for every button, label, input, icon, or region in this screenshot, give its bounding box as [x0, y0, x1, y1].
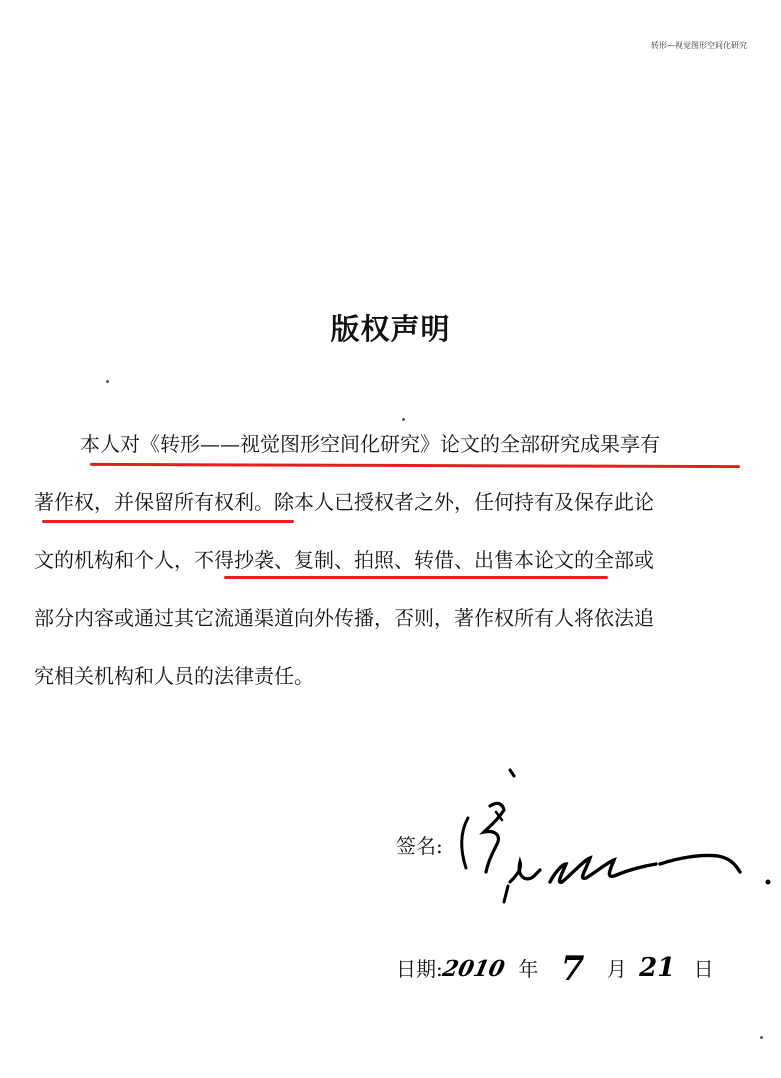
running-header: 转形—视觉图形空间化研究 — [651, 41, 747, 50]
handwritten-year: 2010 — [439, 956, 507, 982]
paragraph-line-1: 本人对《转形——视觉图形空间化研究》论文的全部研究成果享有 — [80, 432, 660, 456]
handwritten-day: 21 — [639, 953, 676, 983]
day-unit: 日 — [693, 957, 714, 981]
date-label: 日期: — [396, 957, 443, 981]
paragraph-line-3: 文的机构和个人，不得抄袭、复制、拍照、转借、出售本论文的全部或 — [34, 548, 654, 572]
paragraph-line-4: 部分内容或通过其它流通渠道向外传播，否则，著作权所有人将依法追 — [34, 606, 654, 630]
paragraph-line-2: 著作权，并保留所有权利。除本人已授权者之外，任何持有及保存此论 — [34, 490, 654, 514]
signature-label: 签名: — [396, 834, 443, 858]
year-unit: 年 — [518, 957, 539, 981]
month-unit: 月 — [606, 957, 627, 981]
scan-speck — [402, 418, 405, 421]
red-underline-2 — [42, 520, 294, 523]
date-row — [396, 945, 716, 989]
red-underline-3 — [224, 576, 608, 579]
scan-speck — [760, 1036, 763, 1039]
page-title: 版权声明 — [330, 312, 451, 346]
handwritten-signature — [438, 762, 778, 922]
red-underline-1 — [90, 463, 740, 468]
handwritten-month: 7 — [560, 949, 585, 989]
paragraph-line-5: 究相关机构和人员的法律责任。 — [34, 664, 314, 688]
scan-speck — [106, 380, 109, 383]
